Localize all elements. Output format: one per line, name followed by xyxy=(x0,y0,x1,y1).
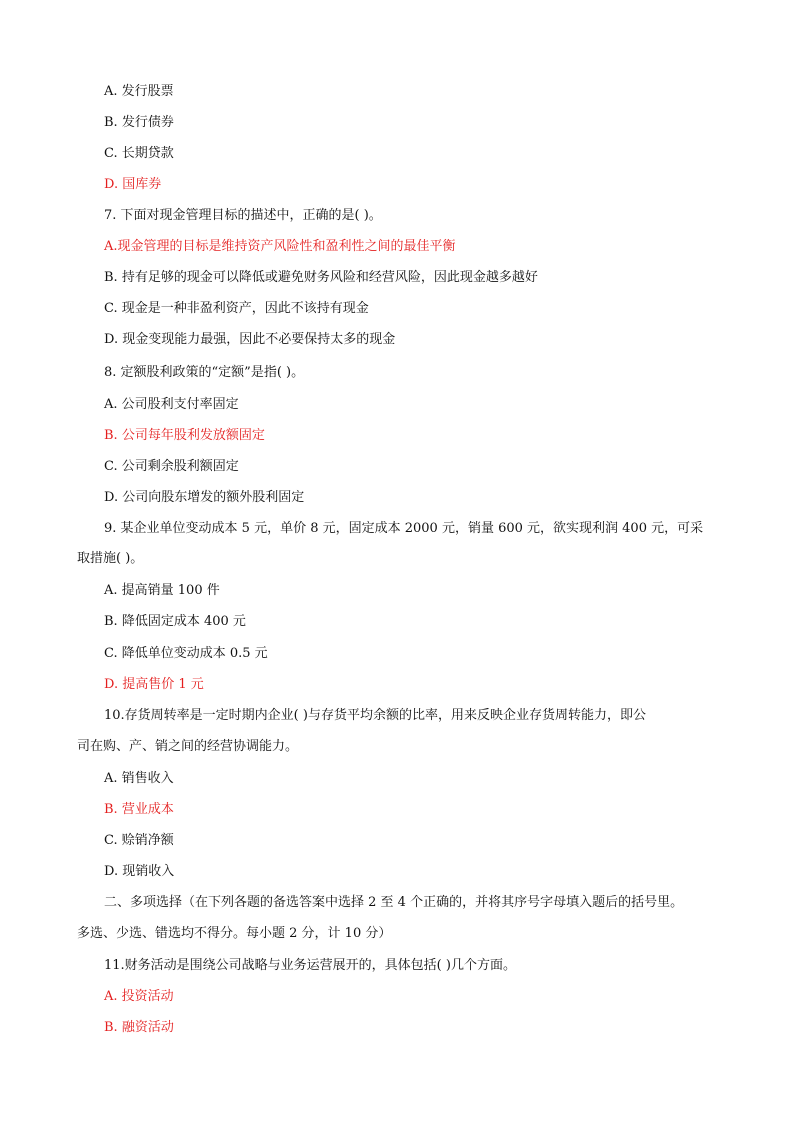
question-9-line-1: 9. 某企业单位变动成本 5 元，单价 8 元，固定成本 2000 元，销量 600 元，欲实现利润 400 元，可采 xyxy=(104,521,704,536)
option-b-bond: B. 发行债券 xyxy=(104,115,174,130)
option-c-loan: C. 长期贷款 xyxy=(104,146,174,161)
section-2-heading-line-2: 多选、少选、错选均不得分。每小题 2 分，计 10 分） xyxy=(77,926,392,941)
question-7: 7. 下面对现金管理目标的描述中，正确的是( )。 xyxy=(104,208,382,223)
q10-option-b-answer: B. 营业成本 xyxy=(104,802,174,817)
q9-option-b: B. 降低固定成本 400 元 xyxy=(104,614,246,629)
q10-option-c: C. 赊销净额 xyxy=(104,833,174,848)
option-d-treasury-answer: D. 国库券 xyxy=(104,177,162,192)
q10-option-a: A. 销售收入 xyxy=(104,771,174,786)
q7-option-b: B. 持有足够的现金可以降低或避免财务风险和经营风险，因此现金越多越好 xyxy=(104,270,538,285)
question-10-line-1: 10.存货周转率是一定时期内企业( )与存货平均余额的比率，用来反映企业存货周转能力，即公 xyxy=(104,708,646,723)
question-11: 11.财务活动是围绕公司战略与业务运营展开的，具体包括( )几个方面。 xyxy=(104,958,516,973)
question-10-line-2: 司在购、产、销之间的经营协调能力。 xyxy=(77,739,299,754)
q11-option-b-answer: B. 融资活动 xyxy=(104,1020,174,1035)
q8-option-d: D. 公司向股东增发的额外股利固定 xyxy=(104,490,305,505)
q11-option-a-answer: A. 投资活动 xyxy=(104,989,174,1004)
q7-option-d: D. 现金变现能力最强，因此不必要保持太多的现金 xyxy=(104,332,396,347)
q9-option-d-answer: D. 提高售价 1 元 xyxy=(104,677,204,692)
q8-option-a: A. 公司股利支付率固定 xyxy=(104,397,239,412)
q8-option-b-answer: B. 公司每年股利发放额固定 xyxy=(104,428,265,443)
section-2-heading-line-1: 二、多项选择（在下列各题的备选答案中选择 2 至 4 个正确的，并将其序号字母填入题后的括号里。 xyxy=(104,895,684,910)
question-8: 8. 定额股利政策的“定额”是指( )。 xyxy=(104,365,305,380)
question-9-line-2: 取措施( )。 xyxy=(77,551,144,566)
q7-option-a-answer: A.现金管理的目标是维持资产风险性和盈利性之间的最佳平衡 xyxy=(104,239,456,254)
q7-option-c: C. 现金是一种非盈利资产，因此不该持有现金 xyxy=(104,301,369,316)
q8-option-c: C. 公司剩余股利额固定 xyxy=(104,459,239,474)
q9-option-a: A. 提高销量 100 件 xyxy=(104,583,220,598)
q9-option-c: C. 降低单位变动成本 0.5 元 xyxy=(104,646,268,661)
option-a-stock: A. 发行股票 xyxy=(104,84,174,99)
q10-option-d: D. 现销收入 xyxy=(104,864,175,879)
